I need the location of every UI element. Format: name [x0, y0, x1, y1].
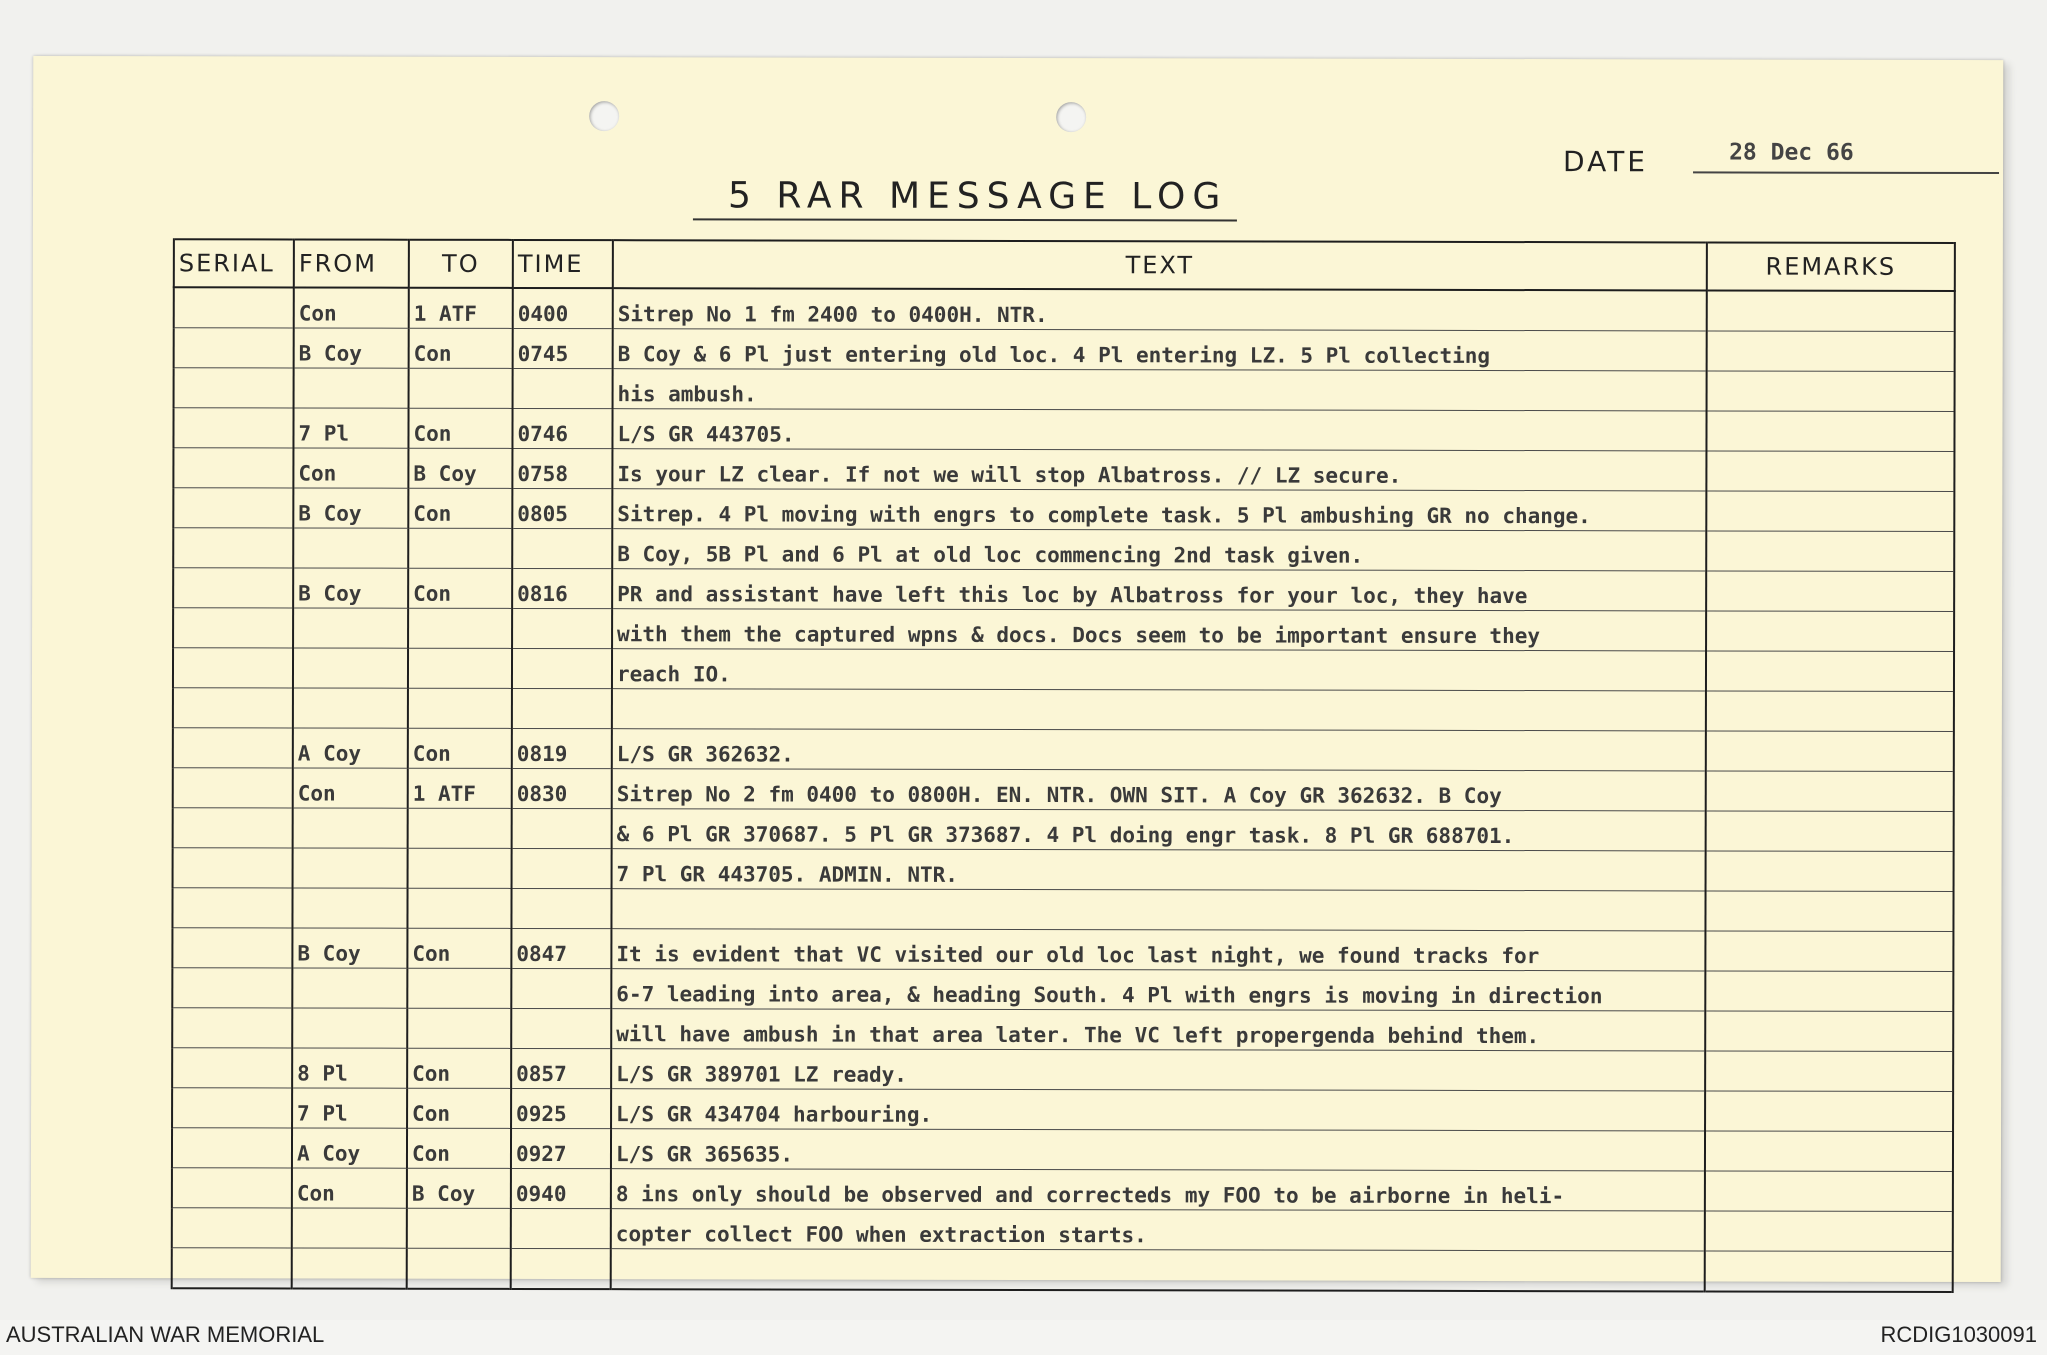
table-row [173, 408, 1954, 452]
column-header-to: TO [409, 240, 513, 288]
message-log-sheet [31, 56, 2004, 1282]
message-log-table [171, 238, 1956, 1293]
to-cell [408, 808, 512, 848]
table-row [172, 1248, 1953, 1292]
from-cell [292, 888, 407, 928]
from-cell [293, 808, 408, 848]
column-header-remarks: REMARKS [1707, 242, 1955, 291]
to-cell [408, 528, 512, 568]
from-cell [292, 1208, 407, 1248]
time-cell: 0857 [511, 1048, 611, 1088]
remarks-cell [1706, 851, 1954, 892]
from-cell: Con [293, 768, 408, 808]
table-row [173, 448, 1954, 492]
from-cell: 8 Pl [292, 1048, 407, 1088]
serial-cell [172, 928, 292, 968]
time-cell: 0927 [511, 1128, 611, 1168]
text-cell: B Coy & 6 Pl just entering old loc. 4 Pl entering LZ. 5 Pl collecting [613, 329, 1707, 371]
text-cell: L/S GR 443705. [612, 409, 1706, 451]
text-cell: Is your LZ clear. If not we will stop Albatross. // LZ secure. [612, 449, 1706, 491]
to-cell [409, 368, 513, 408]
table-row [172, 1128, 1953, 1172]
to-cell: 1 ATF [409, 288, 513, 329]
from-cell [292, 1008, 407, 1048]
remarks-cell [1706, 411, 1954, 452]
to-cell: Con [407, 1128, 511, 1168]
page-title: 5 RAR MESSAGE LOG [693, 175, 1237, 221]
text-cell: L/S GR 365635. [611, 1129, 1705, 1171]
remarks-cell [1705, 1211, 1953, 1252]
text-cell: It is evident that VC visited our old loc last night, we found tracks for [611, 929, 1705, 971]
remarks-cell [1707, 331, 1955, 372]
from-cell [293, 648, 408, 688]
time-cell [511, 1208, 611, 1248]
remarks-cell [1706, 531, 1954, 572]
time-cell: 0847 [511, 928, 611, 968]
time-cell: 0925 [511, 1088, 611, 1128]
to-cell: Con [409, 328, 513, 368]
column-header-text: TEXT [613, 240, 1707, 290]
to-cell: Con [408, 728, 512, 768]
time-cell [512, 808, 612, 848]
time-cell: 0758 [512, 448, 612, 488]
table-row [173, 488, 1954, 532]
remarks-cell [1706, 451, 1954, 492]
remarks-cell [1706, 811, 1954, 852]
time-cell: 0805 [512, 488, 612, 528]
serial-cell [173, 568, 293, 608]
table-row [173, 808, 1954, 852]
serial-cell [172, 1048, 292, 1088]
table-row [172, 1168, 1953, 1212]
table-row [173, 848, 1954, 892]
remarks-cell [1706, 571, 1954, 612]
serial-cell [172, 888, 292, 928]
remarks-cell [1706, 691, 1954, 732]
table-header-row [174, 239, 1955, 291]
time-cell: 0940 [511, 1168, 611, 1208]
serial-cell [172, 1248, 292, 1289]
archive-reference: RCDIG1030091 [1880, 1322, 2037, 1347]
table-row [172, 888, 1953, 932]
text-cell [612, 689, 1706, 731]
remarks-cell [1705, 971, 1953, 1012]
text-cell: L/S GR 362632. [612, 729, 1706, 771]
text-cell [611, 1249, 1705, 1292]
to-cell [408, 608, 512, 648]
table-row [172, 1208, 1953, 1252]
table-row [173, 768, 1954, 812]
from-cell: B Coy [293, 568, 408, 608]
serial-cell [174, 287, 294, 328]
from-cell: Con [293, 448, 408, 488]
text-cell: 6-7 leading into area, & heading South. 4 Pl with engrs is moving in direction [611, 969, 1705, 1011]
remarks-cell [1705, 1091, 1953, 1132]
from-cell [292, 968, 407, 1008]
serial-cell [172, 968, 292, 1008]
time-cell [511, 1008, 611, 1048]
text-cell: & 6 Pl GR 370687. 5 Pl GR 373687. 4 Pl doing engr task. 8 Pl GR 688701. [612, 809, 1706, 851]
from-cell: Con [294, 287, 409, 328]
to-cell: B Coy [407, 1168, 511, 1208]
from-cell: B Coy [294, 328, 409, 368]
from-cell: 7 Pl [292, 1088, 407, 1128]
serial-cell [173, 688, 293, 728]
serial-cell [174, 328, 294, 368]
to-cell [408, 648, 512, 688]
time-cell [512, 608, 612, 648]
from-cell: A Coy [293, 728, 408, 768]
from-cell [293, 608, 408, 648]
to-cell [408, 848, 512, 888]
text-cell: Sitrep No 1 fm 2400 to 0400H. NTR. [613, 288, 1707, 331]
text-cell: Sitrep No 2 fm 0400 to 0800H. EN. NTR. OWN SIT. A Coy GR 362632. B Coy [612, 769, 1706, 811]
serial-cell [173, 408, 293, 448]
text-cell: L/S GR 434704 harbouring. [611, 1089, 1705, 1131]
time-cell [512, 688, 612, 728]
date-label: DATE [1563, 145, 1648, 179]
from-cell [293, 528, 408, 568]
text-cell: copter collect FOO when extraction starts. [611, 1209, 1705, 1251]
remarks-cell [1706, 771, 1954, 812]
serial-cell [173, 808, 293, 848]
table-row [174, 368, 1955, 412]
remarks-cell [1706, 731, 1954, 772]
text-cell: reach IO. [612, 649, 1706, 691]
time-cell: 0816 [512, 568, 612, 608]
serial-cell [173, 848, 293, 888]
table-row [174, 328, 1955, 372]
to-cell [407, 1008, 511, 1048]
table-row [173, 648, 1954, 692]
time-cell: 0400 [513, 288, 613, 329]
serial-cell [173, 608, 293, 648]
from-cell [292, 1248, 407, 1289]
serial-cell [172, 1168, 292, 1208]
to-cell: Con [407, 928, 511, 968]
remarks-cell [1707, 371, 1955, 412]
table-row [172, 1048, 1953, 1092]
from-cell: A Coy [292, 1128, 407, 1168]
time-cell: 0745 [513, 328, 613, 368]
table-row [172, 928, 1953, 972]
from-cell: 7 Pl [293, 408, 408, 448]
to-cell [407, 888, 511, 928]
to-cell: Con [408, 408, 512, 448]
column-header-from: FROM [294, 239, 409, 287]
to-cell: Con [408, 568, 512, 608]
remarks-cell [1705, 891, 1953, 932]
remarks-cell [1705, 1011, 1953, 1052]
column-header-time: TIME [513, 240, 613, 288]
table-row [173, 528, 1954, 572]
to-cell [408, 688, 512, 728]
punch-hole-left [589, 101, 619, 131]
time-cell [511, 1248, 611, 1289]
table-row [172, 968, 1953, 1012]
remarks-cell [1705, 1171, 1953, 1212]
text-cell: his ambush. [613, 369, 1707, 411]
time-cell [511, 968, 611, 1008]
to-cell: Con [408, 488, 512, 528]
serial-cell [173, 488, 293, 528]
table-row [173, 568, 1954, 612]
message-log-body [172, 287, 1955, 1292]
table-row [174, 287, 1955, 331]
text-cell: will have ambush in that area later. The VC left propergenda behind them. [611, 1009, 1705, 1051]
time-cell: 0746 [512, 408, 612, 448]
time-cell: 0830 [512, 768, 612, 808]
serial-cell [172, 1088, 292, 1128]
table-row [172, 1008, 1953, 1052]
to-cell [407, 1208, 511, 1248]
table-row [173, 608, 1954, 652]
remarks-cell [1706, 651, 1954, 692]
serial-cell [173, 648, 293, 688]
column-header-serial: SERIAL [174, 239, 294, 287]
time-cell [513, 368, 613, 408]
table-row [172, 1088, 1953, 1132]
text-cell [611, 889, 1705, 931]
from-cell: B Coy [292, 928, 407, 968]
to-cell [407, 968, 511, 1008]
remarks-cell [1707, 290, 1955, 331]
from-cell [293, 688, 408, 728]
to-cell: Con [407, 1088, 511, 1128]
text-cell: with them the captured wpns & docs. Docs seem to be important ensure they [612, 609, 1706, 651]
time-cell: 0819 [512, 728, 612, 768]
from-cell [294, 368, 409, 408]
remarks-cell [1705, 1251, 1953, 1292]
from-cell [293, 848, 408, 888]
serial-cell [172, 1128, 292, 1168]
time-cell [511, 888, 611, 928]
table-row [173, 688, 1954, 732]
from-cell: B Coy [293, 488, 408, 528]
archive-credit: AUSTRALIAN WAR MEMORIAL [6, 1322, 325, 1347]
text-cell: L/S GR 389701 LZ ready. [611, 1049, 1705, 1091]
remarks-cell [1705, 1051, 1953, 1092]
to-cell: B Coy [408, 448, 512, 488]
text-cell: B Coy, 5B Pl and 6 Pl at old loc commencing 2nd task given. [612, 529, 1706, 571]
text-cell: 7 Pl GR 443705. ADMIN. NTR. [612, 849, 1706, 891]
date-value: 28 Dec 66 [1693, 139, 1999, 174]
remarks-cell [1705, 931, 1953, 972]
text-cell: Sitrep. 4 Pl moving with engrs to complete task. 5 Pl ambushing GR no change. [612, 489, 1706, 531]
punch-hole-right [1056, 102, 1086, 132]
remarks-cell [1705, 1131, 1953, 1172]
from-cell: Con [292, 1168, 407, 1208]
text-cell: PR and assistant have left this loc by Albatross for your loc, they have [612, 569, 1706, 611]
serial-cell [173, 768, 293, 808]
table-row [173, 728, 1954, 772]
to-cell: 1 ATF [408, 768, 512, 808]
time-cell [512, 648, 612, 688]
text-cell: 8 ins only should be observed and correcteds my FOO to be airborne in heli- [611, 1169, 1705, 1211]
remarks-cell [1706, 491, 1954, 532]
time-cell [512, 848, 612, 888]
serial-cell [174, 368, 294, 408]
serial-cell [172, 1208, 292, 1248]
to-cell [407, 1248, 511, 1289]
to-cell: Con [407, 1048, 511, 1088]
remarks-cell [1706, 611, 1954, 652]
time-cell [512, 528, 612, 568]
serial-cell [173, 448, 293, 488]
serial-cell [173, 728, 293, 768]
serial-cell [172, 1008, 292, 1048]
serial-cell [173, 528, 293, 568]
